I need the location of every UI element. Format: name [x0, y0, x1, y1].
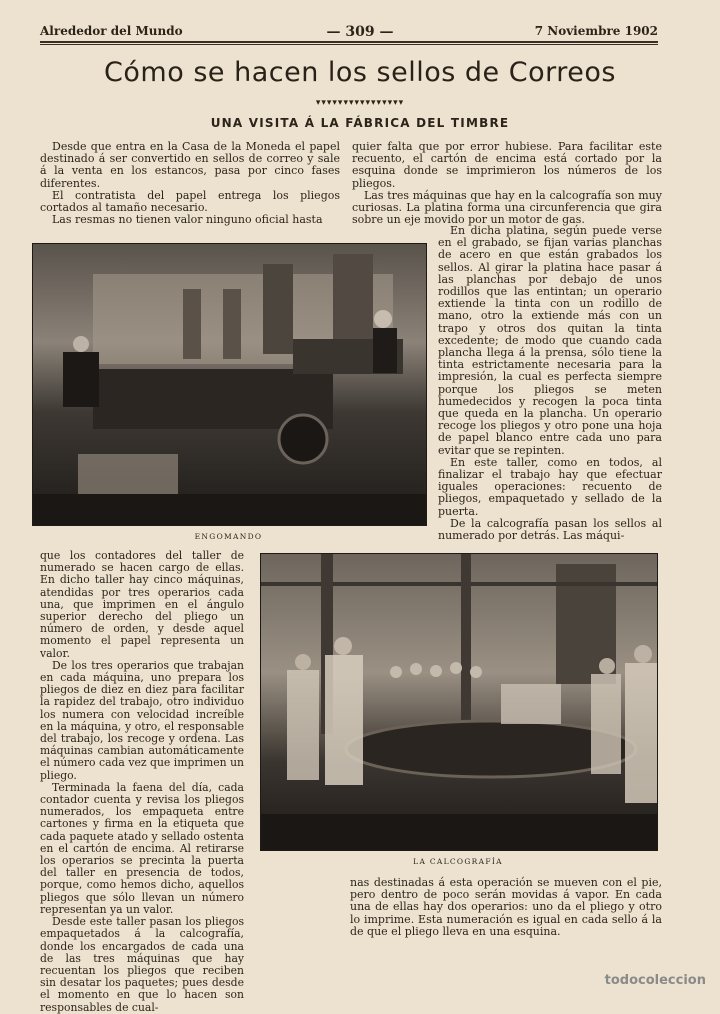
- header-rule-thin: [40, 44, 658, 45]
- paragraph: El contratista del papel entrega los pliegos cortados al tamaño necesario.: [40, 188, 340, 215]
- paragraph: que los contadores del taller de numerado se hacen cargo de ellas. En dicho taller hay cinco máquinas, atendidas por tres operarios cada una, que imprimen en el ángulo superior derecho del pliego un número de orden, y desde aquel momento el papel representa un valor.: [40, 549, 244, 660]
- paragraph: Las tres máquinas que hay en la calcografía son muy curiosas. La platina forma una circunferencia que gira sobre un eje movido por un motor de gas.: [352, 188, 662, 227]
- paragraph: De los tres operarios que trabajan en cada máquina, uno prepara los pliegos de diez en diez para facilitar la rapidez del trabajo, otro individuo los numera con velocidad increíble en la máquina, y otro, el responsable del trabajo, los recoge y ordena. Las máquinas cambian automáticamente el número cada vez que imprimen un pliego.: [40, 658, 244, 782]
- paragraph: nas destinadas á esta operación se mueven con el pie, pero dentro de poco serán movidas á vapor. En cada una de ellas hay dos operarios: uno da el pliego y otro lo imprime. Esta numeración es igual en cada sello á la de que el pliego lleva en una esquina.: [350, 876, 662, 938]
- photo-engomando: [32, 243, 427, 526]
- paragraph: Desde este taller pasan los pliegos empaquetados á la calcografía, donde los encargados de cada una de las tres máquinas que hay recuentan los pliegos que reciben sin desatar los paquetes; pues desde el momento en que lo hacen son responsables de cual-: [40, 915, 244, 1014]
- calcografia-photo-image: [261, 554, 657, 850]
- paragraph: En este taller, como en todos, al finalizar el trabajo hay que efectuar iguales operaciones: recuento de pliegos, empaquetado y sellado de la puerta.: [438, 455, 662, 518]
- running-header-magazine: Alrededor del Mundo: [40, 24, 183, 38]
- issue-date: 7 Noviembre 1902: [534, 24, 658, 38]
- photo-calcografia: [260, 553, 658, 851]
- paragraph: Desde que entra en la Casa de la Moneda el papel destinado á ser convertido en sellos de correo y sale á la venta en los estancos, pasa por cinco fases diferentes.: [40, 140, 340, 190]
- text-column-2: [352, 141, 662, 226]
- article-title: Cómo se hacen los sellos de Correos: [104, 57, 616, 88]
- caption-engomando: ENGOMANDO: [194, 532, 263, 541]
- paragraph: En dicha platina, según puede verse en el grabado, se fijan varias planchas de acero en que están grabados los sellos. Al girar la platina hace pasar á las planchas por debajo de unos rodillos que las entintan; un operario extiende la tinta con un rodillo de mano, otro la extiende más con un trapo y otros dos quitan la tinta excedente; de modo que cuando cada plancha llega á la prensa, sólo tiene la tinta estrictamente necesaria para la impresión, la cual es perfecta siempre porque los pliegos se meten humedecidos y recogen la poca tinta que queda en la plancha. Un operario recoge los pliegos y otro pone una hoja de papel blanco entre cada uno para evitar que se repinten.: [438, 224, 662, 457]
- watermark-logo: todocoleccion: [604, 973, 706, 988]
- article-subtitle: UNA VISITA Á LA FÁBRICA DEL TIMBRE: [210, 116, 510, 130]
- paragraph: Las resmas no tienen valor ninguno oficial hasta: [52, 213, 323, 227]
- engomando-photo-image: [33, 244, 426, 525]
- paragraph: quier falta que por error hubiese. Para facilitar este recuento, el cartón de encima está cortado por la esquina donde se imprimieron los números de los pliegos.: [352, 140, 662, 190]
- text-column-1: [40, 141, 340, 226]
- paragraph: Terminada la faena del día, cada contador cuenta y revisa los pliegos numerados, los empaqueta entre cartones y firma en la etiqueta que cada paquete atado y sellado ostenta en el cartón de encima. Al retirarse los operarios se precinta la puerta del taller en presencia de todos, porque, como hemos dicho, aquellos pliegos que sólo llevan un número representan ya un valor.: [40, 780, 244, 916]
- page-number: — 309 —: [326, 24, 394, 40]
- text-column-2b: [438, 225, 662, 542]
- caption-calcografia: LA CALCOGRAFÍA: [413, 857, 503, 866]
- paragraph: De la calcografía pasan los sellos al numerado por detrás. Las máqui-: [438, 516, 662, 543]
- title-ornament: ▾▾▾▾▾▾▾▾▾▾▾▾▾▾▾▾: [315, 98, 405, 108]
- header-rule: [40, 41, 658, 43]
- text-column-3: [40, 550, 244, 1014]
- text-column-4: [350, 877, 662, 938]
